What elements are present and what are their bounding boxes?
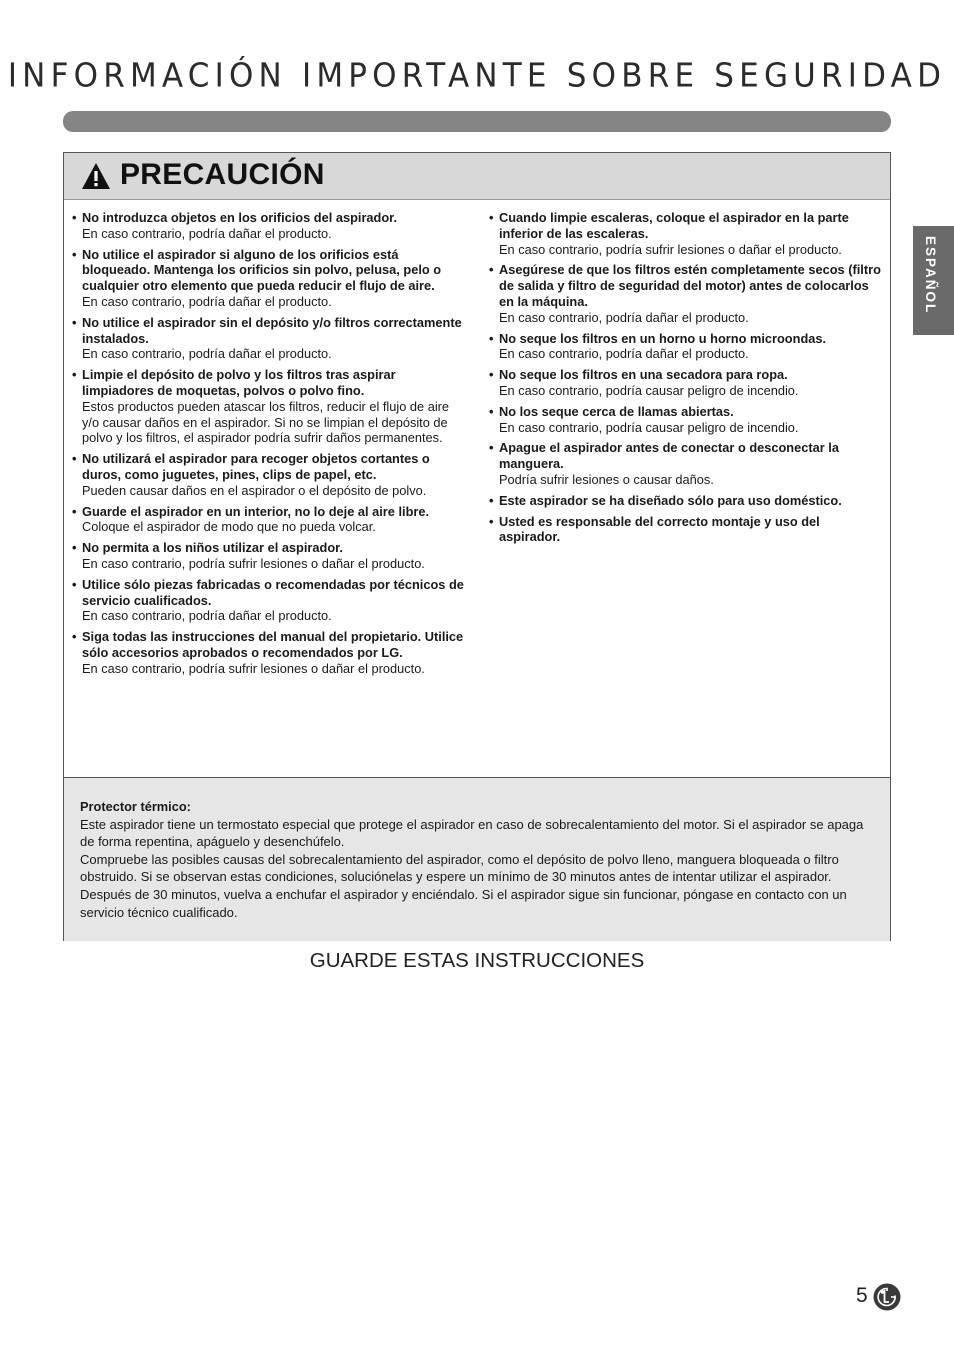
caution-item: [72, 367, 467, 446]
caution-item-note: En caso contrario, podría sufrir lesiones o dañar el producto.: [82, 555, 425, 571]
caution-item: [489, 210, 884, 257]
bullet-point: •: [72, 314, 77, 330]
bullet-point: •: [72, 503, 77, 519]
caution-item: [72, 629, 467, 676]
caution-left-column: [72, 210, 467, 682]
thermal-protector-section: [64, 777, 890, 941]
caution-item: [72, 210, 467, 242]
bullet-point: •: [489, 367, 494, 383]
caution-item-note: En caso contrario, podría dañar el producto.: [82, 608, 332, 624]
caution-item-title: No seque los filtros en una secadora para ropa.: [499, 367, 788, 383]
caution-item: [489, 440, 884, 487]
caution-item-title: Cuando limpie escaleras, coloque el aspirador en la parte inferior de las escaleras.: [499, 210, 849, 241]
caution-box: [63, 152, 891, 941]
caution-item-note: En caso contrario, podría dañar el producto.: [499, 346, 749, 362]
caution-item-note: En caso contrario, podría sufrir lesiones o dañar el producto.: [82, 660, 425, 676]
caution-item-title: Guarde el aspirador en un interior, no lo deje al aire libre.: [82, 503, 430, 519]
bullet-point: •: [72, 629, 77, 645]
caution-item-title: No utilizará el aspirador para recoger objetos cortantes o duros, como juguetes, pines, clips de papel, etc.: [82, 451, 430, 482]
warning-triangle-icon: [81, 162, 111, 190]
bullet-point: •: [489, 492, 494, 508]
thermal-protector-paragraph: Este aspirador tiene un termostato especial que protege el aspirador en caso de sobrecalentamiento del motor. Si el aspirador se apaga de forma repentina, apáguelo y desenchúfelo.: [80, 816, 864, 850]
caution-item: [489, 367, 884, 399]
bullet-point: •: [489, 513, 494, 529]
caution-item-note: En caso contrario, podría dañar el producto.: [82, 225, 332, 241]
title-divider-bar: [63, 111, 891, 132]
caution-header: [64, 153, 890, 200]
bullet-point: •: [72, 367, 77, 383]
caution-item: [489, 404, 884, 436]
caution-item: [72, 315, 467, 362]
caution-item-title: No utilice el aspirador sin el depósito y/o filtros correctamente instalados.: [82, 314, 462, 346]
caution-item: [489, 493, 884, 509]
thermal-protector-text: [80, 798, 876, 921]
bullet-point: •: [489, 330, 494, 346]
caution-item-note: Estos productos pueden atascar los filtros, reducir el flujo de aire y/o causar daños en el aspirador. Si no se limpian el depósito de polvo y los filtros, el aspirador podría sufrir daños permanentes.: [82, 398, 450, 446]
caution-item: [72, 577, 467, 624]
language-tab-label: ESPAÑOL: [923, 236, 938, 315]
thermal-protector-title: Protector térmico:: [80, 799, 191, 814]
caution-item: [489, 262, 884, 325]
page-number: 5: [856, 1284, 868, 1307]
caution-item-title: Siga todas las instrucciones del manual del propietario. Utilice sólo accesorios aprobados o recomendados por LG.: [82, 629, 464, 660]
caution-item: [489, 331, 884, 363]
caution-item: [72, 504, 467, 536]
caution-item-title: No utilice el aspirador si alguno de los orificios está bloqueado. Mantenga los orificios sin polvo, pelusa, pelo o cualquier otro elemento que pueda reducir el flujo de aire.: [82, 246, 442, 294]
bullet-point: •: [489, 210, 494, 225]
caution-item-note: Pueden causar daños en el aspirador o el depósito de polvo.: [82, 482, 427, 498]
caution-item-note: En caso contrario, podría dañar el producto.: [82, 346, 332, 362]
bullet-point: •: [72, 210, 77, 225]
caution-item-title: Apague el aspirador antes de conectar o desconectar la manguera.: [499, 440, 839, 472]
save-instructions-text: GUARDE ESTAS INSTRUCCIONES: [309, 949, 645, 972]
caution-item-note: Podría sufrir lesiones o causar daños.: [499, 471, 714, 487]
caution-item: [489, 514, 884, 546]
caution-item-note: En caso contrario, podría dañar el producto.: [82, 293, 332, 309]
bullet-point: •: [489, 440, 494, 456]
caution-item-title: Limpie el depósito de polvo y los filtros tras aspirar limpiadores de moquetas, polvos o polvo fino.: [82, 367, 396, 398]
caution-item-title: No los seque cerca de llamas abiertas.: [499, 403, 734, 419]
caution-item: [72, 540, 467, 572]
caution-item-note: En caso contrario, podría sufrir lesiones o dañar el producto.: [499, 241, 842, 257]
caution-item-title: Utilice sólo piezas fabricadas o recomendadas por técnicos de servicio cualificados.: [82, 576, 464, 608]
bullet-point: •: [489, 262, 494, 278]
caution-item-title: No permita a los niños utilizar el aspirador.: [82, 540, 343, 556]
bullet-point: •: [72, 576, 77, 592]
bullet-point: •: [72, 451, 77, 467]
caution-item-title: Asegúrese de que los filtros estén completamente secos (filtro de salida y filtro de seguridad del motor) antes de colocarlos en la máquina.: [499, 262, 881, 309]
bullet-point: •: [489, 403, 494, 419]
caution-item-note: En caso contrario, podría dañar el producto.: [499, 309, 749, 325]
caution-right-column: [489, 210, 884, 550]
language-tab: [913, 226, 954, 335]
caution-item-title: No seque los filtros en un horno u horno microondas.: [499, 330, 827, 346]
caution-item-note: Coloque el aspirador de modo que no pueda volcar.: [82, 519, 376, 535]
lg-logo-icon: [873, 1283, 901, 1311]
caution-item-note: En caso contrario, podría causar peligro de incendio.: [499, 382, 799, 398]
thermal-protector-paragraph: Compruebe las posibles causas del sobrecalentamiento del aspirador, como el depósito de polvo lleno, manguera bloqueada o filtro obstruido. Si se observan estas condiciones, soluciónelas y espere un mínimo de 30 minutos antes de intentar utilizar el aspirador. Después de 30 minutos, vuelva a enchufar el aspirador y enciéndalo. Si el aspirador sigue sin funcionar, póngase en contacto con un servicio técnico cualificado.: [80, 851, 847, 920]
caution-item: [72, 247, 467, 310]
caution-item: [72, 451, 467, 498]
caution-item-title: No introduzca objetos en los orificios del aspirador.: [82, 210, 397, 225]
caution-item-title: Este aspirador se ha diseñado sólo para uso doméstico.: [499, 492, 842, 508]
caution-item-title: Usted es responsable del correcto montaje y uso del aspirador.: [499, 513, 820, 545]
bullet-point: •: [72, 540, 77, 556]
caution-item-note: En caso contrario, podría causar peligro de incendio.: [499, 419, 799, 435]
caution-heading: PRECAUCIÓN: [120, 158, 325, 191]
page-title: INFORMACIÓN IMPORTANTE SOBRE SEGURIDAD: [7, 56, 947, 96]
bullet-point: •: [72, 246, 77, 262]
